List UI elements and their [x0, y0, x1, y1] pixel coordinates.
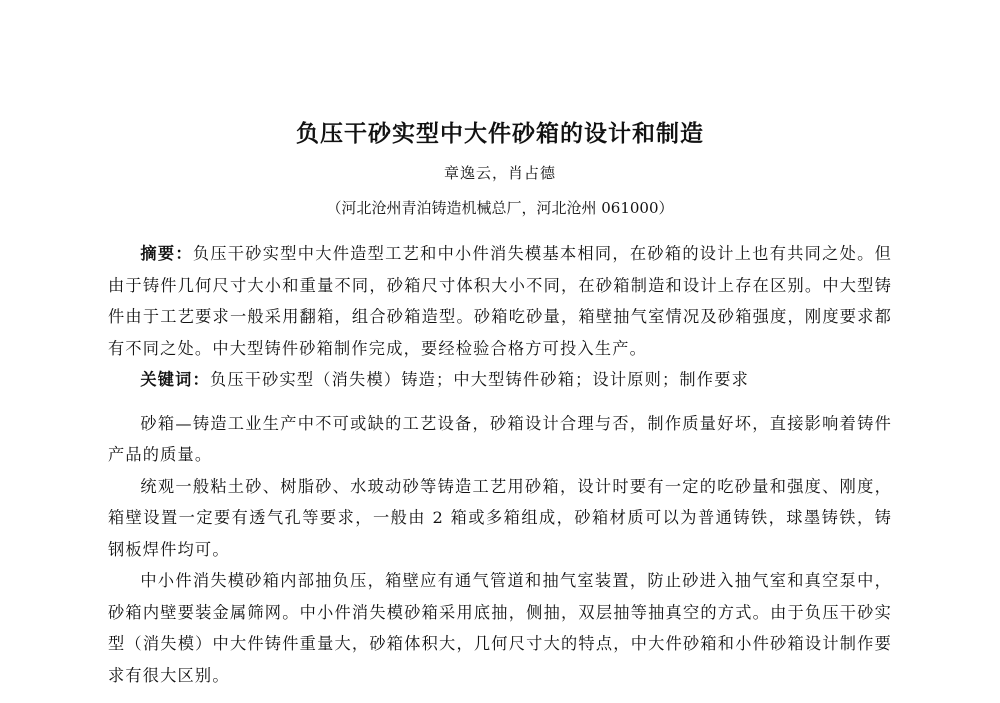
- paper-title: 负压干砂实型中大件砂箱的设计和制造: [296, 121, 704, 147]
- paper-body: [108, 238, 892, 691]
- body-paragraph-3: 中小件消失模砂箱内部抽负压，箱壁应有通气管道和抽气室装置，防止砂进入抽气室和真空泵中，砂箱内壁要装金属筛网。中小件消失模砂箱采用底抽，侧抽，双层抽等抽真空的方式。由于负压干砂实型（消失模）中大件铸件重量大，砂箱体积大，几何尺寸大的特点，中大件砂箱和小件砂箱设计制作要求有很大区别。: [108, 571, 892, 685]
- body-paragraph-1: 砂箱—铸造工业生产中不可或缺的工艺设备，砂箱设计合理与否，制作质量好坏，直接影响着铸件产品的质量。: [108, 413, 892, 464]
- abstract-text: 负压干砂实型中大件造型工艺和中小件消失模基本相同，在砂箱的设计上也有共同之处。但由于铸件几何尺寸大小和重量不同，砂箱尺寸体积大小不同，在砂箱制造和设计上存在区别。中大型铸件由于工艺要求一般采用翻箱，组合砂箱造型。砂箱吃砂量，箱壁抽气室情况及砂箱强度，刚度要求都有不同之处。中大型铸件砂箱制作完成，要经检验合格方可投入生产。: [108, 244, 892, 358]
- keywords-text: 负压干砂实型（消失模）铸造；中大型铸件砂箱；设计原则；制作要求: [209, 370, 749, 389]
- keywords-paragraph: [108, 364, 892, 396]
- keywords-label: 关键词：: [140, 370, 210, 389]
- abstract-label: 摘要：: [140, 244, 193, 263]
- abstract-paragraph: [108, 238, 892, 364]
- paper-authors: 章逸云，肖占德: [443, 164, 556, 182]
- paper-affiliation: （河北沧州青泊铸造机械总厂，河北沧州 061000）: [326, 199, 674, 217]
- body-paragraph-2: 统观一般粘土砂、树脂砂、水玻动砂等铸造工艺用砂箱，设计时要有一定的吃砂量和强度、刚度，箱壁设置一定要有透气孔等要求，一般由 2 箱或多箱组成，砂箱材质可以为普通铸铁，球墨铸铁，铸钢板焊件均可。: [108, 476, 892, 559]
